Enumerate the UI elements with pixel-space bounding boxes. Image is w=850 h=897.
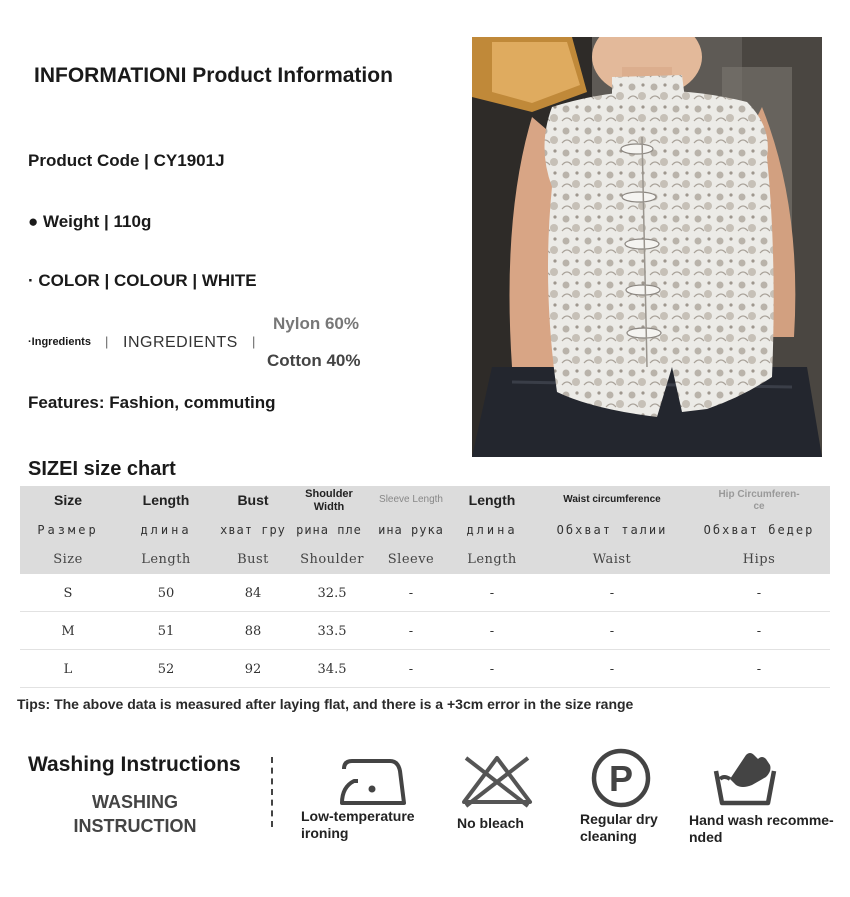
hand-wash-label-line-1: Hand wash recomme- <box>689 812 834 828</box>
cell-size: S <box>63 586 73 601</box>
cell-sleeve: - <box>408 586 414 601</box>
header-ru-bust: хват гру <box>220 523 286 537</box>
header-sleeve-length: Sleeve Length <box>379 494 443 505</box>
washing-subtitle-line-2: INSTRUCTION <box>73 816 197 836</box>
header-length: Length <box>142 492 190 508</box>
header-ru-length-2: длина <box>466 523 518 537</box>
cell-shoulder: 34.5 <box>317 662 347 677</box>
product-weight: ● Weight | 110g <box>28 212 152 231</box>
cell-shoulder: 32.5 <box>317 586 347 601</box>
cell-size: L <box>63 662 73 677</box>
cell-waist: - <box>609 662 615 677</box>
table-row <box>20 574 830 612</box>
washing-subtitle <box>70 790 200 838</box>
header-ru-length: длина <box>140 523 192 537</box>
table-row <box>20 612 830 650</box>
header-short-hips: Hips <box>742 552 776 567</box>
header-ru-waist: Обхват талии <box>556 523 668 537</box>
header-ru-sleeve: ина рука <box>378 523 444 537</box>
dry-clean-label <box>580 811 658 845</box>
product-code: Product Code | CY1901J <box>28 151 225 170</box>
header-shoulder-width: Shoulder Width <box>305 488 353 513</box>
size-chart-table <box>20 486 830 688</box>
header-short-size: Size <box>53 552 83 567</box>
iron-label-line-2: ironing <box>301 825 349 841</box>
product-info-title: INFORMATIONI Product Information <box>34 64 393 87</box>
header-hip: Hip Circumferen-ce <box>718 489 800 512</box>
product-color: · COLOR | COLOUR | WHITE <box>28 271 257 290</box>
header-short-length: Length <box>141 552 191 567</box>
cell-length: 52 <box>157 662 175 677</box>
cell-hips: - <box>756 624 762 639</box>
cell-bust: 84 <box>244 586 262 601</box>
hand-wash-label-line-2: nded <box>689 829 723 845</box>
cell-sleeve: - <box>408 662 414 677</box>
ingredients-label: INGREDIENTS <box>123 334 238 351</box>
size-tips: Tips: The above data is measured after laying flat, and there is a +3cm error in the size range <box>17 696 634 712</box>
cell-size: M <box>61 624 75 639</box>
washing-divider <box>271 757 273 827</box>
header-length-2: Length <box>468 492 516 508</box>
iron-icon <box>338 755 406 812</box>
no-bleach-label: No bleach <box>457 815 524 831</box>
ingredient-cotton: Cotton 40% <box>267 351 361 370</box>
ingredients-separator: | <box>252 334 256 349</box>
header-size: Size <box>53 492 83 508</box>
svg-text:P: P <box>608 758 634 799</box>
dry-clean-icon <box>590 747 652 814</box>
hand-wash-icon <box>712 749 778 812</box>
iron-label-line-1: Low-temperature <box>301 808 415 824</box>
dry-clean-label-line-1: Regular dry <box>580 811 658 827</box>
cell-length-2: - <box>489 586 495 601</box>
cell-hips: - <box>756 586 762 601</box>
header-bust: Bust <box>237 492 269 508</box>
washing-title: Washing Instructions <box>28 753 241 776</box>
header-short-bust: Bust <box>237 552 269 567</box>
product-photo <box>472 37 822 457</box>
dry-clean-label-line-2: cleaning <box>580 828 637 844</box>
header-short-shoulder: Shoulder <box>300 552 364 567</box>
header-short-waist: Waist <box>592 552 632 567</box>
header-waist: Waist circumference <box>563 494 661 505</box>
header-ru-hip: Обхват бедер <box>703 523 815 537</box>
cell-waist: - <box>609 624 615 639</box>
header-ru-size: Размер <box>37 523 99 537</box>
table-row <box>20 650 830 688</box>
header-short-length-2: Length <box>467 552 517 567</box>
cell-length-2: - <box>489 662 495 677</box>
iron-label <box>301 808 415 842</box>
cell-hips: - <box>756 662 762 677</box>
no-bleach-icon <box>458 752 536 813</box>
cell-shoulder: 33.5 <box>317 624 347 639</box>
header-ru-shoulder: рина пле <box>296 523 362 537</box>
ingredient-nylon: Nylon 60% <box>273 314 359 333</box>
product-features: Features: Fashion, commuting <box>28 393 276 412</box>
cell-bust: 88 <box>244 624 262 639</box>
cell-sleeve: - <box>408 624 414 639</box>
cell-length: 50 <box>157 586 175 601</box>
ingredients-small-label: ·Ingredients <box>28 336 91 348</box>
washing-subtitle-line-1: WASHING <box>91 792 178 812</box>
cell-bust: 92 <box>244 662 262 677</box>
size-chart-header <box>20 486 830 574</box>
cell-length: 51 <box>157 624 175 639</box>
cell-length-2: - <box>489 624 495 639</box>
size-chart-title: SIZEI size chart <box>28 458 176 480</box>
ingredients-separator: | <box>105 334 109 349</box>
hand-wash-label <box>689 812 834 846</box>
header-short-sleeve: Sleeve <box>387 552 435 567</box>
cell-waist: - <box>609 586 615 601</box>
